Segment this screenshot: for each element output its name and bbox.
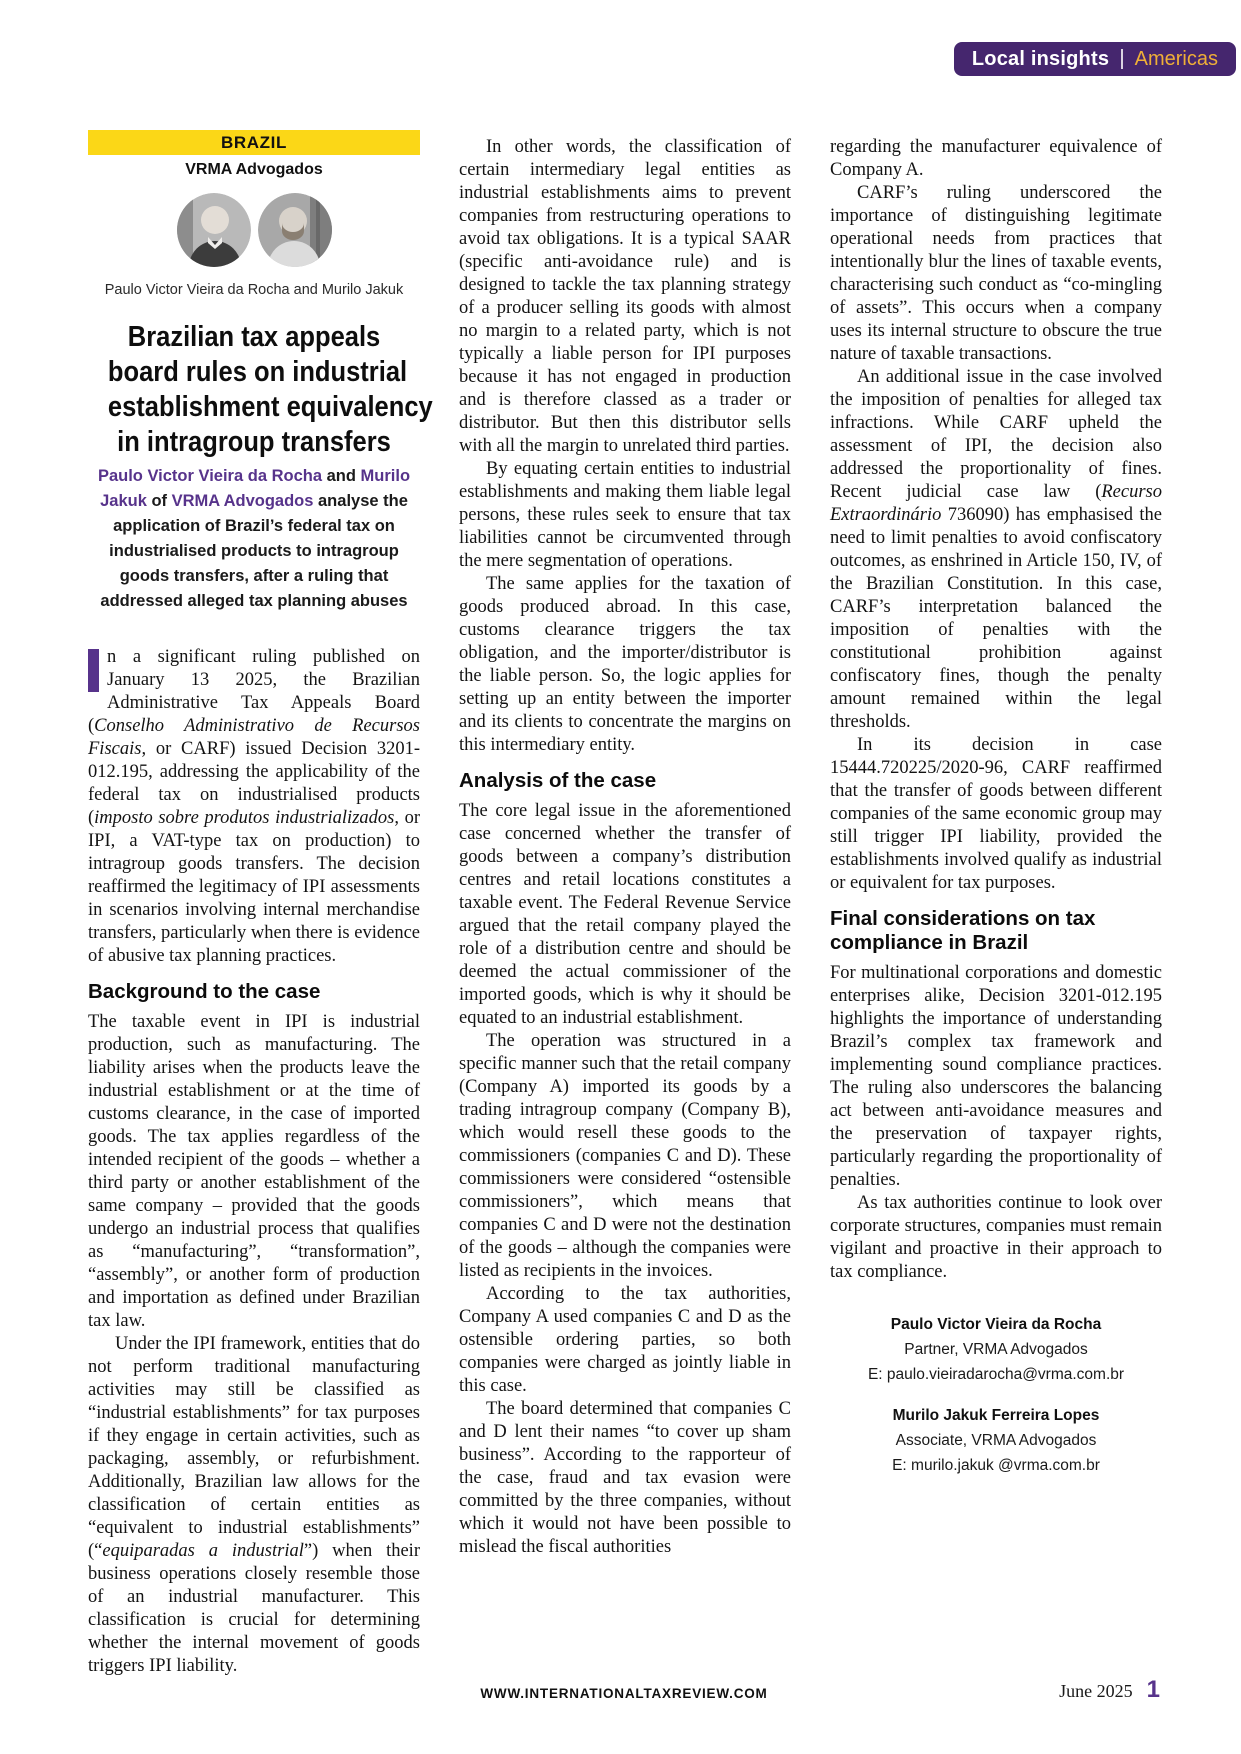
person-silhouette-icon (177, 193, 251, 267)
title-line: in intragroup transfers (117, 426, 391, 458)
dropcap-bar (88, 649, 99, 692)
body-paragraph: Under the IPI framework, entities that do not perform traditional manufacturing activities may still be classified as “industrial establishments” for tax purposes if they engage in certain activities, such as packaging, assembly, or refurbishment. Additionally, Brazilian law allows for the classification of certain entities as “equivalent to industrial establishments” (“equiparadas a industrial”) when their business operations closely resemble those of an industrial manufacturer. This classification is crucial for determining whether the internal movement of goods triggers IPI liability. (88, 1334, 420, 1676)
article-body-right (830, 136, 1162, 1284)
byline-of: of (146, 492, 172, 510)
country-banner: BRAZIL (88, 130, 420, 155)
body-paragraph: By equating certain entities to industrial establishments and making them liable legal persons, these rules seek to ensure that tax liabilities cannot be circumvented through the mere segmentation of operations. (459, 459, 791, 571)
section-heading: Analysis of the case (459, 769, 657, 792)
body-paragraph: In other words, the classification of certain intermediary legal entities as industrial establishments aims to prevent companies from restructuring operations to avoid tax obligations. It is a typical SAAR (specific anti-avoidance rule) and is designed to tackle the tax planning strategy of a producer selling its goods with almost no margin to a related party, which is not typically a liable person for IPI purposes because it has not engaged in production and is therefore classed as a trader or distributor. But then this distributor sells with all the margin to unrelated third parties. (459, 137, 791, 456)
contact-email: E: paulo.vieiradarocha@vrma.com.br (867, 1366, 1125, 1383)
person-silhouette-icon (258, 193, 332, 267)
photo-caption: Paulo Victor Vieira da Rocha and Murilo Jakuk (104, 282, 404, 298)
title-line: establishment equivalency (107, 391, 433, 423)
title-line: Brazilian tax appeals (127, 321, 381, 353)
local-insights-badge (954, 42, 1236, 76)
contact-block (830, 1312, 1162, 1478)
body-paragraph: According to the tax authorities, Company A used companies C and D as the ostensible ordering parties, so both companies were charged as jointly liable in this case. (459, 1284, 791, 1396)
body-paragraph: regarding the manufacturer equivalence of Company A. (830, 137, 1162, 180)
contact-person (830, 1403, 1162, 1478)
byline-author-1: Paulo Victor Vieira da Rocha (97, 467, 323, 485)
footer-website: WWW.INTERNATIONALTAXREVIEW.COM (480, 1686, 768, 1701)
contact-name: Paulo Victor Vieira da Rocha (890, 1316, 1102, 1333)
contact-role: Associate, VRMA Advogados (895, 1432, 1097, 1449)
author-photos (88, 193, 420, 267)
contact-role: Partner, VRMA Advogados (904, 1341, 1088, 1358)
section-heading: Background to the case (88, 980, 321, 1003)
footer-page-number: 1 (1146, 1676, 1160, 1703)
footer-date: June 2025 (1059, 1681, 1133, 1701)
body-paragraph: The operation was structured in a specific manner such that the retail company (Company A) imported its goods by a trading intragroup company (Company B), which would resell these goods to the commissioners (companies C and D). These commissioners were considered “ostensible commissioners”, which means that companies C and D were not the destination of the goods – although the companies were listed as recipients in the invoices. (459, 1031, 791, 1281)
right-column (830, 136, 1162, 1478)
contact-name: Murilo Jakuk Ferreira Lopes (892, 1407, 1100, 1424)
firm-name: VRMA Advogados (185, 161, 323, 178)
article-body-middle (459, 136, 791, 1559)
footer-folio (1059, 1676, 1160, 1704)
body-paragraph: CARF’s ruling underscored the importance of distinguishing legitimate operational needs from practices that intentionally blur the lines of taxable events, characterising such conduct as “co-mingling of assets”. This occurs when a company uses its internal structure to obscure the true nature of taxable transactions. (830, 183, 1162, 364)
badge-divider (1121, 49, 1123, 69)
body-paragraph: As tax authorities continue to look over corporate structures, companies must remain vigilant and proactive in their approach to tax compliance. (830, 1193, 1162, 1282)
byline-author-2: Murilo Jakuk (100, 467, 411, 510)
article-byline (88, 464, 420, 614)
author-photo-paulo (177, 193, 251, 267)
body-paragraph: For multinational corporations and domestic enterprises alike, Decision 3201-012.195 highlights the importance of understanding Brazil’s complex tax framework and implementing sound compliance practices. The ruling also underscores the balancing act between anti-avoidance measures and the preservation of taxpayer rights, particularly regarding the proportionality of penalties. (830, 963, 1162, 1190)
body-paragraph: The taxable event in IPI is industrial production, such as manufacturing. The liability arises when the products leave the industrial establishment or at the time of customs clearance, in the case of imported goods. The tax applies regardless of the intended recipient of the goods – whether a third party or another establishment of the same company – provided that the goods undergo an industrial process that qualifies as “manufacturing”, “transformation”, “assembly”, or another form of production and importation as defined under Brazilian tax law. (88, 1012, 420, 1331)
badge-section-label: Local insights (971, 47, 1110, 70)
author-photo-murilo (258, 193, 332, 267)
contact-email: E: murilo.jakuk @vrma.com.br (892, 1457, 1100, 1474)
badge-region-label: Americas (1134, 47, 1218, 70)
body-paragraph: In its decision in case 15444.720225/2020-96, CARF reaffirmed that the transfer of goods between different companies of the same economic group may still trigger IPI liability, provided the establishments involved qualify as industrial or equivalent for tax purposes. (830, 735, 1162, 893)
title-line: board rules on industrial (107, 356, 408, 388)
byline-description: analyse the application of Brazil’s federal tax on industrialised products to intragroup goods transfers, after a ruling that addressed alleged tax planning abuses (100, 492, 408, 610)
byline-firm: VRMA Advogados (171, 492, 314, 510)
body-paragraph: An additional issue in the case involved the imposition of penalties for alleged tax infractions. While CARF upheld the assessment of IPI, the decision also addressed the proportionality of fines. Recent judicial case law (Recurso Extraordinário 736090) has emphasised the need to limit penalties to avoid confiscatory outcomes, as enshrined in Article 150, IV, of the Brazilian Constitution. In this case, CARF’s interpretation balanced the imposition of penalties with the constitutional prohibition against confiscatory fines, though the penalty amount remained within the legal thresholds. (830, 367, 1162, 732)
body-paragraph: The core legal issue in the aforementioned case concerned whether the transfer of goods between a company’s distribution centres and retail locations constitutes a taxable event. The Federal Revenue Service argued that the retail company played the role of a distribution centre and should be deemed the actual commissioner of the imported goods, which is why it should be equated to an industrial establishment. (459, 801, 791, 1028)
left-column (88, 130, 433, 1678)
body-paragraph: The board determined that companies C and D lent their names “to cover up sham business”. According to the rapporteur of the case, fraud and tax evasion were committed by the three companies, without which it would not have been possible to mislead the fiscal authorities (459, 1399, 791, 1557)
body-paragraph: n a significant ruling published on January 13 2025, the Brazilian Administrative Tax Appeals Board (Conselho Administrativo de Recursos Fiscais, or CARF) issued Decision 3201-012.195, addressing the applicability of the federal tax on industrialised products (imposto sobre produtos industrializados, or IPI, a VAT-type tax on production) to intragroup goods transfers. The decision reaffirmed the legitimacy of IPI assessments in scenarios involving internal merchandise transfers, particularly when there is evidence of abusive tax planning practices. (88, 647, 420, 966)
contact-person (830, 1312, 1162, 1387)
body-paragraph: The same applies for the taxation of goods produced abroad. In this case, customs clearance triggers the tax obligation, and the importer/distributor is the liable person. So, the logic applies for setting up an entity between the importer and its clients to concentrate the margins on this intermediary entity. (459, 574, 791, 755)
middle-column (459, 136, 791, 1559)
byline-and: and (322, 467, 361, 485)
section-heading: Final considerations on tax compliance in Brazil (830, 907, 1096, 954)
article-title (88, 320, 433, 460)
article-body-left (88, 646, 420, 1678)
